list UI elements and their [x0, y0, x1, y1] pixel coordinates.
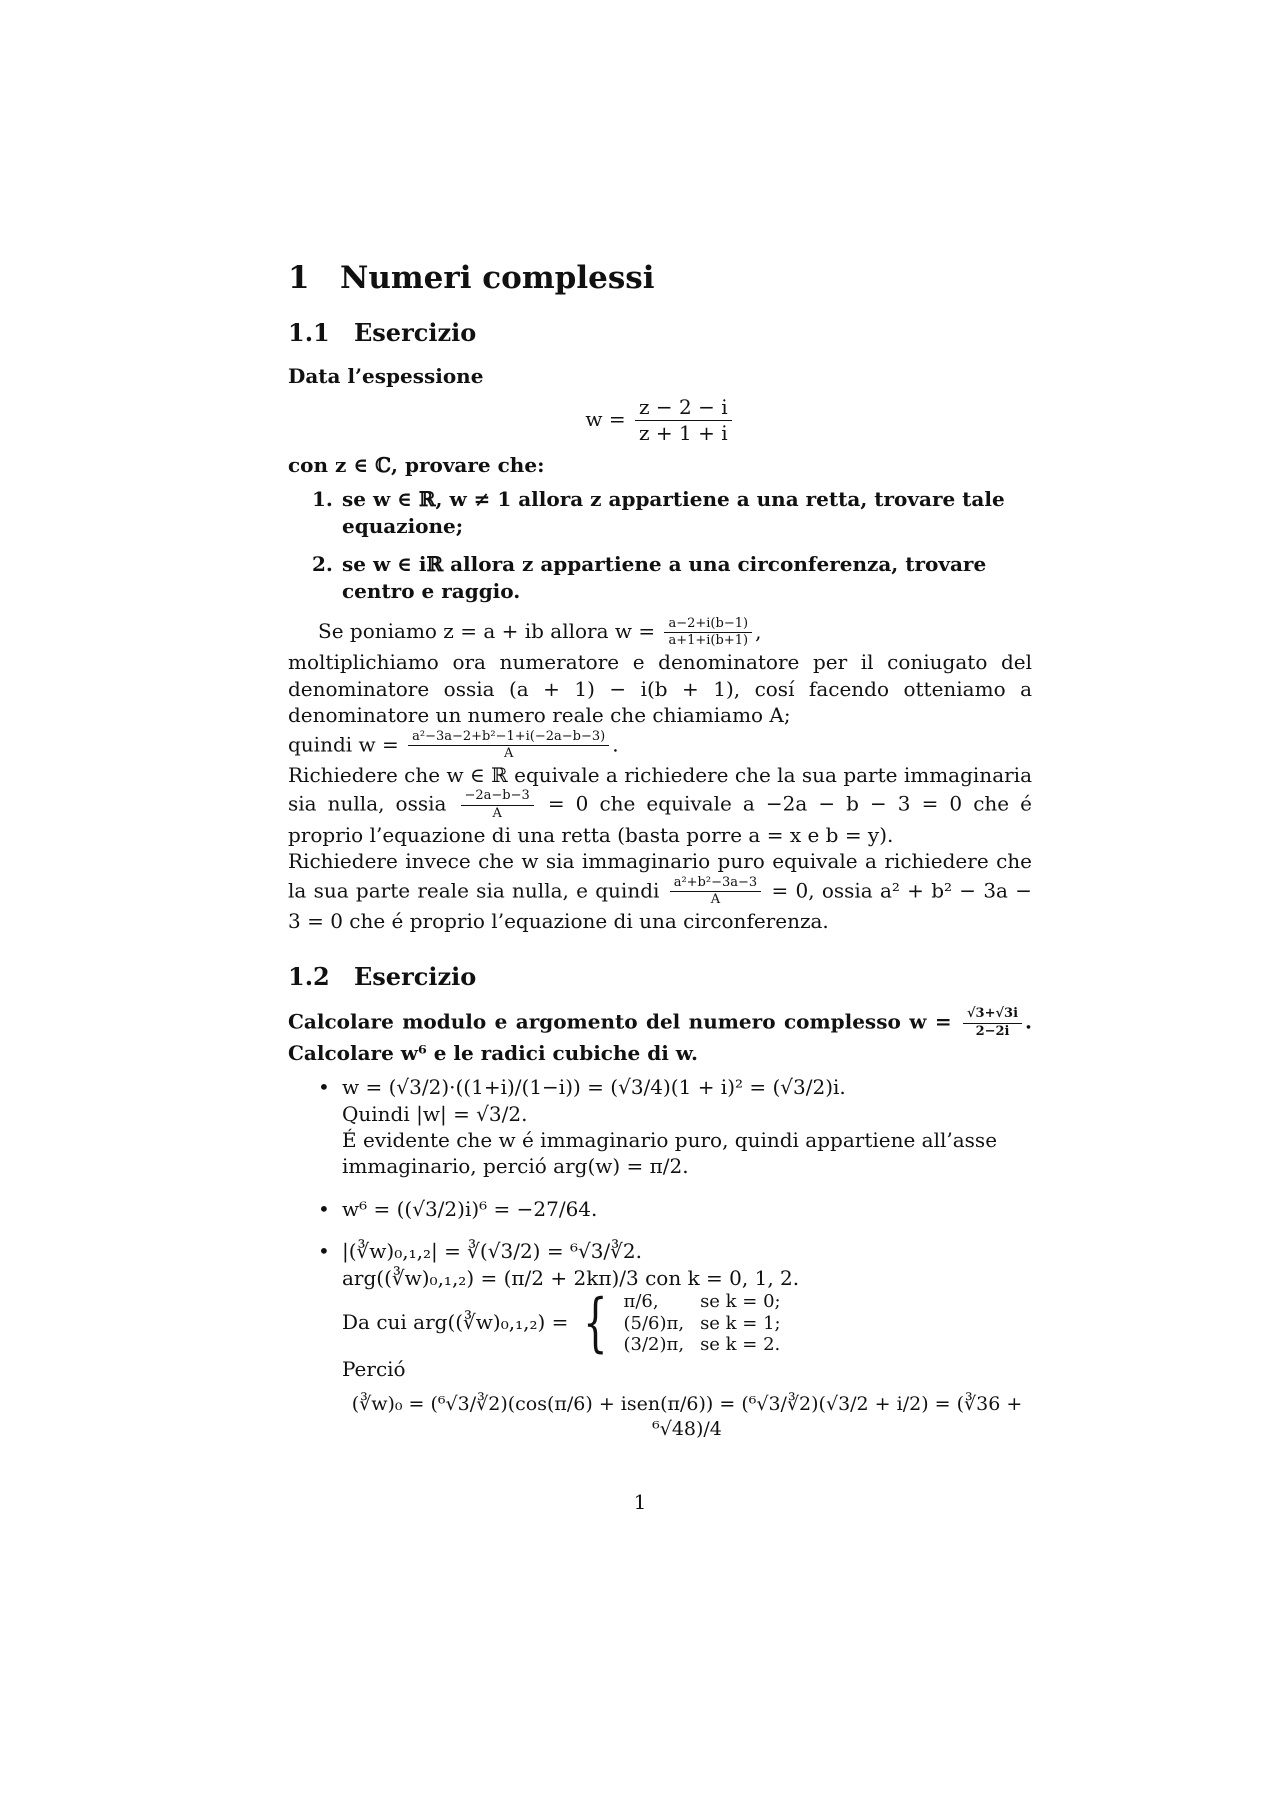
solution1-paragraph [288, 616, 1032, 935]
list-label: 2. [312, 552, 333, 577]
list-text: se w ∈ iℝ allora z appartiene a una circonferenza, trovare centro e raggio. [342, 552, 987, 603]
problem2-post: . Calcolare w⁶ e le radici cubiche di w. [288, 1009, 1032, 1065]
case-value: (5/6)π, [623, 1312, 685, 1334]
case-condition: se k = 2. [700, 1334, 781, 1356]
problem2-pre: Calcolare modulo e argomento del numero complesso w = [288, 1009, 952, 1034]
bullet-line: Quindi |w| = √3/2. [342, 1101, 528, 1126]
frac-denominator: a+1+i(b+1) [668, 633, 749, 649]
subsection-heading-1-2 [288, 961, 1032, 993]
page-content [288, 258, 1032, 1458]
list-label: 1. [312, 487, 333, 512]
frac-numerator: a²−3a−2+b²−1+i(−2a−b−3) [408, 729, 609, 746]
section-title: Numeri complessi [340, 260, 655, 296]
problem1-formula [288, 395, 1032, 446]
problem2-text [288, 1006, 1032, 1066]
bullet-item [288, 1238, 1032, 1442]
case-row [615, 1291, 788, 1313]
bullet-icon: • [318, 1075, 330, 1100]
bullet-line: arg((∛w)₀,₁,₂) = (π/2 + 2kπ)/3 con k = 0, 1, 2. [342, 1265, 800, 1290]
problem1-con: con z ∈ ℂ, provare che: [288, 452, 545, 477]
formula-numerator: z − 2 − i [635, 395, 732, 421]
case-row [615, 1334, 788, 1356]
problem2-frac [963, 1006, 1022, 1040]
subsection-number: 1.1 [288, 317, 330, 347]
solution1-line4b: = 0 che equivale a −2a − b − 3 = 0 che é proprio l’equazione di una retta (basta porre a = x e b = y). [288, 791, 1033, 847]
frac-denominator: 2−2i [975, 1023, 1010, 1039]
frac-denominator: A [492, 805, 502, 821]
case-condition: se k = 1; [700, 1312, 781, 1334]
bullet-icon: • [318, 1196, 330, 1221]
bullet-line: É evidente che w é immaginario puro, quindi appartiene all’asse immaginario, perció arg(w) = π/2. [342, 1128, 998, 1179]
bullet-line: w⁶ = ((√3/2)i)⁶ = −27/64. [342, 1196, 598, 1221]
bullet-item [288, 1196, 1032, 1222]
section-number: 1 [288, 260, 310, 296]
solution1-line5a: Richiedere invece che w sia immaginario puro equivale a richiedere che la sua parte reale sia nulla, e quindi [288, 849, 1032, 903]
final-equation: (∛w)₀ = (⁶√3/∛2)(cos(π/6) + isen(π/6)) = (⁶√3/∛2)(√3/2 + i/2) = (∛36 + ⁶√48)/4 [351, 1393, 1023, 1441]
problem1-intro: Data l’espessione [288, 363, 484, 388]
solution1-frac2 [408, 729, 609, 763]
subsection-heading-1-1 [288, 317, 1032, 349]
solution2-bullets [288, 1074, 1032, 1442]
subsection-title: Esercizio [354, 317, 477, 347]
list-item [288, 486, 1032, 539]
cases-table [615, 1291, 788, 1356]
punct: . [612, 731, 619, 756]
bullet-line: Perció [342, 1356, 406, 1381]
formula-lhs: w = [585, 406, 626, 431]
frac-denominator: A [503, 745, 514, 761]
frac-numerator: a²+b²−3a−3 [670, 875, 761, 892]
case-value: π/6, [623, 1290, 659, 1312]
solution1-line5b: = 0, ossia a² + b² − 3a − 3 = 0 che é proprio l’equazione di una circonferenza. [288, 878, 1033, 934]
brace-icon: { [582, 1286, 608, 1361]
problem1-list [288, 486, 1032, 604]
cases-block [575, 1286, 789, 1361]
page-number: 1 [633, 1490, 647, 1514]
solution1-frac4 [670, 875, 761, 909]
frac-denominator: A [710, 892, 721, 908]
case-value: (3/2)π, [623, 1334, 685, 1356]
bullet-line: Da cui arg((∛w)₀,₁,₂) = [342, 1309, 569, 1334]
subsection-title: Esercizio [354, 961, 477, 991]
bullet-line: w = (√3/2)·((1+i)/(1−i)) = (√3/4)(1 + i)² = (√3/2)i. [342, 1075, 846, 1100]
solution1-frac3 [461, 788, 534, 822]
punct: , [755, 619, 762, 644]
list-item [288, 551, 1032, 604]
solution1-frac1 [664, 616, 752, 650]
solution1-line2: moltiplichiamo ora numeratore e denominatore per il coniugato del denominatore ossia (a + 1) − i(b + 1), cosí facendo otteniamo a denominatore un numero reale che chiamiamo A; [288, 650, 1032, 728]
frac-numerator: √3+√3i [963, 1006, 1022, 1023]
subsection-number: 1.2 [288, 961, 330, 991]
solution1-line1: Se poniamo z = a + ib allora w = [318, 619, 656, 644]
solution1-line4a: Richiedere che w ∈ ℝ equivale a richiedere che la sua parte immaginaria sia nulla, ossia [288, 763, 1032, 816]
formula-fraction [635, 395, 732, 446]
solution1-line3: quindi w = [288, 731, 399, 756]
case-condition: se k = 0; [700, 1290, 781, 1312]
bullet-item [288, 1074, 1032, 1180]
section-heading [288, 258, 1032, 299]
case-row [615, 1313, 788, 1335]
frac-numerator: −2a−b−3 [461, 788, 534, 805]
bullet-icon: • [318, 1239, 330, 1264]
bullet-line: |(∛w)₀,₁,₂| = ∛(√3/2) = ⁶√3/∛2. [342, 1239, 642, 1264]
list-text: se w ∈ ℝ, w ≠ 1 allora z appartiene a una retta, trovare tale equazione; [342, 487, 1005, 538]
formula-denominator: z + 1 + i [638, 420, 728, 445]
frac-numerator: a−2+i(b−1) [664, 616, 752, 633]
